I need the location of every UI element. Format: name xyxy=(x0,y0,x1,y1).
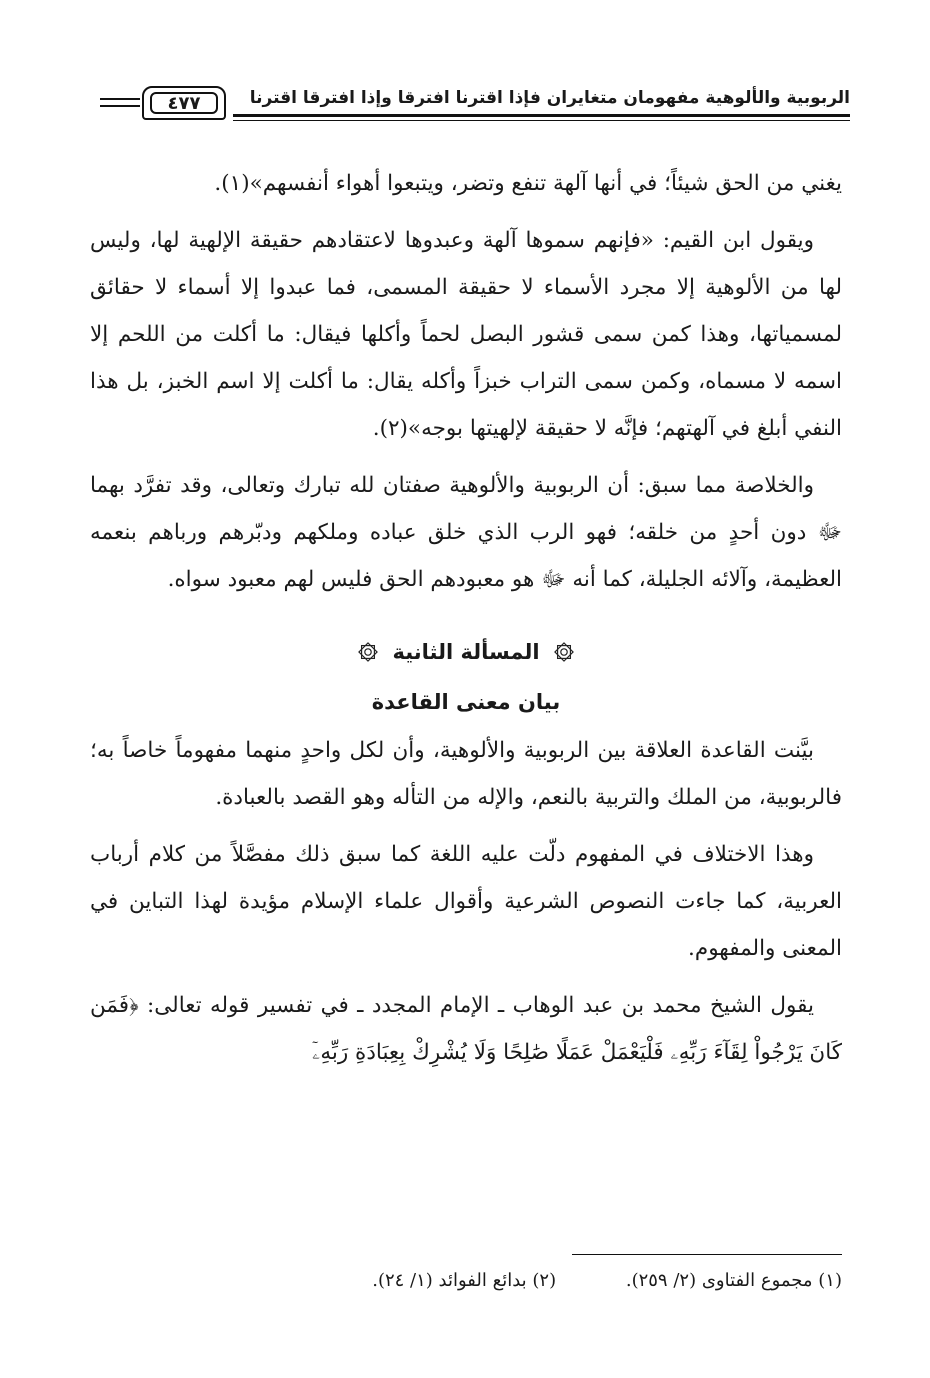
running-title: الربوبية والألوهية مفهومان متغايران فإذا اقترنا افترقا وإذا افترقا اقترنا xyxy=(249,88,850,108)
footnote-2: (٢) بدائع الفوائد (١/ ٢٤). xyxy=(372,1270,557,1291)
paragraph-6: يقول الشيخ محمد بن عبد الوهاب ـ الإمام المجدد ـ في تفسير قوله تعالى: ﴿فَمَن كَانَ يَرْجُواْ لِقَآءَ رَبِّهِۦ فَلْيَعْمَلْ عَمَلًا صَٰلِحًا وَلَا يُشْرِكْ بِعِبَادَةِ رَبِّهِۦٓ xyxy=(90,993,842,1065)
section-title: المسألة الثانية xyxy=(392,640,540,664)
page-number: ٤٧٧ xyxy=(150,92,218,114)
paragraph-2: ويقول ابن القيم: «فإنهم سموها آلهة وعبدوها لاعتقادهم حقيقة الإلهية لها، وليس لها من الألوهية إلا مجرد الأسماء لا حقيقة المسمى، فما عبدوا إلا أسماء لا حقائق لمسمياتها، وهذا كمن سمى قشور البصل لحماً وأكلها فيقال: ما أكلت من اللحم إلا اسمه لا مسماه، وكمن سمى التراب خبزاً وأكله يقال: ما أكلت إلا اسم الخبز، بل هذا النفي أبلغ في آلهتهم؛ فإنَّه لا حقيقة لإلهيتها بوجه»(٢). xyxy=(90,228,842,441)
footnote-separator xyxy=(572,1254,842,1255)
section-heading xyxy=(90,627,842,677)
page-header xyxy=(98,78,850,128)
header-rule-thin xyxy=(233,120,850,121)
footnote-1: (١) مجموع الفتاوى (٢/ ٢٥٩). xyxy=(625,1270,842,1291)
main-text xyxy=(90,160,842,1076)
star-ornament-icon xyxy=(357,641,379,663)
paragraph-5: وهذا الاختلاف في المفهوم دلّت عليه اللغة كما سبق ذلك مفصَّلاً من كلام أرباب العربية، كما جاءت النصوص الشرعية وأقوال علماء الإسلام مؤيدة لهذا التباين في المعنى والمفهوم. xyxy=(90,842,842,961)
header-rule-thick xyxy=(233,114,850,117)
paragraph-1: يغني من الحق شيئاً؛ في أنها آلهة تنفع وتضر، ويتبعوا أهواء أنفسهم»(١). xyxy=(214,171,842,196)
page-number-ornament-lines xyxy=(100,98,140,110)
footnotes xyxy=(150,1270,842,1291)
section-subtitle: بيان معنى القاعدة xyxy=(371,690,561,714)
paragraph-3: والخلاصة مما سبق: أن الربوبية والألوهية صفتان لله تبارك وتعالى، وقد تفرَّد بهما ﷻ دون أحدٍ من خلقه؛ فهو الرب الذي خلق عباده وملكهم ودبّرهم ورباهم بنعمه العظيمة، وآلائه الجليلة، كما أنه ﷻ هو معبودهم الحق فليس لهم معبود سواه. xyxy=(90,473,842,592)
paragraph-4: بيَّنت القاعدة العلاقة بين الربوبية والألوهية، وأن لكل واحدٍ منهما مفهوماً خاصاً به؛ فالربوبية، من الملك والتربية بالنعم، والإله من التأله وهو القصد بالعبادة. xyxy=(90,738,842,810)
star-ornament-icon xyxy=(553,641,575,663)
page-number-frame xyxy=(142,86,226,120)
